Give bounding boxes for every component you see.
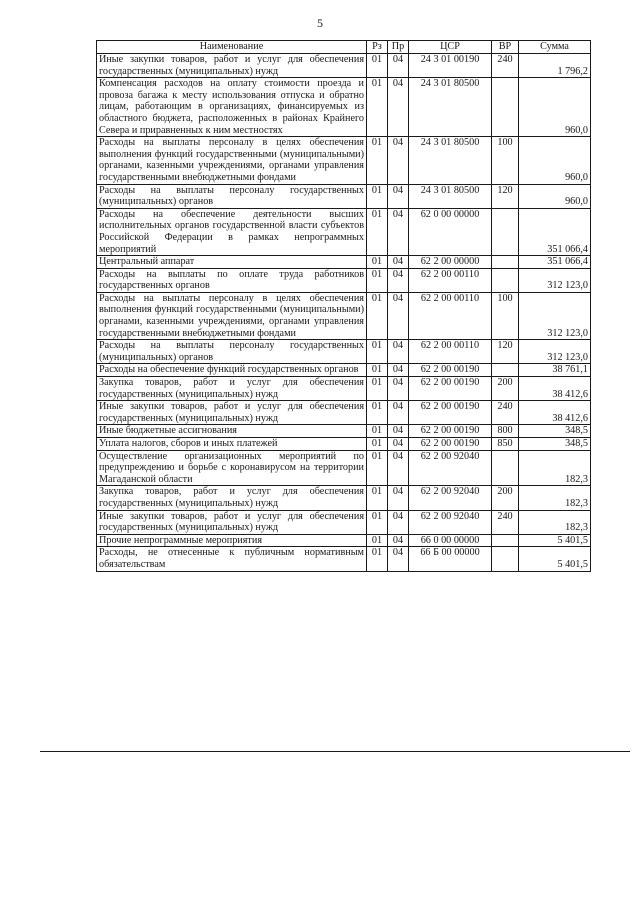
table-row: [97, 438, 591, 451]
row-rz: 01: [367, 208, 388, 255]
row-rz: 01: [367, 184, 388, 208]
header-sum: Сумма: [519, 41, 591, 54]
row-vr: 100: [492, 137, 519, 184]
row-csr: 24 3 01 80500: [409, 184, 492, 208]
row-csr: 62 2 00 00110: [409, 340, 492, 364]
row-vr: [492, 450, 519, 486]
row-vr: 120: [492, 184, 519, 208]
row-name: Уплата налогов, сборов и иных платежей: [97, 438, 367, 451]
row-rz: 01: [367, 547, 388, 571]
row-sum: 38 761,1: [519, 364, 591, 377]
table-row: [97, 292, 591, 339]
row-rz: 01: [367, 364, 388, 377]
row-pr: 04: [388, 78, 409, 137]
row-rz: 01: [367, 137, 388, 184]
row-rz: 01: [367, 256, 388, 269]
row-csr: 62 2 00 00190: [409, 438, 492, 451]
row-csr: 62 2 00 92040: [409, 486, 492, 510]
row-sum: 960,0: [519, 184, 591, 208]
row-name: Расходы на выплаты персоналу в целях обеспечения выполнения функций государственными (муниципальными) органами, казенными учреждениями, органами управления государственными внебюджетными фондами: [97, 137, 367, 184]
row-rz: 01: [367, 534, 388, 547]
row-vr: 100: [492, 292, 519, 339]
row-rz: 01: [367, 268, 388, 292]
row-csr: 62 2 00 00110: [409, 268, 492, 292]
header-csr: ЦСР: [409, 41, 492, 54]
row-vr: [492, 208, 519, 255]
row-csr: 62 2 00 00110: [409, 292, 492, 339]
row-vr: 200: [492, 486, 519, 510]
row-vr: [492, 268, 519, 292]
row-vr: [492, 547, 519, 571]
row-vr: 200: [492, 377, 519, 401]
table-row: [97, 340, 591, 364]
row-pr: 04: [388, 486, 409, 510]
row-name: Расходы, не отнесенные к публичным нормативным обязательствам: [97, 547, 367, 571]
header-vr: ВР: [492, 41, 519, 54]
row-csr: 62 2 00 00190: [409, 401, 492, 425]
row-name: Расходы на выплаты по оплате труда работников государственных органов: [97, 268, 367, 292]
row-name: Иные закупки товаров, работ и услуг для обеспечения государственных (муниципальных) нужд: [97, 510, 367, 534]
row-sum: 5 401,5: [519, 534, 591, 547]
table-body: [97, 54, 591, 572]
row-sum: 348,5: [519, 425, 591, 438]
row-pr: 04: [388, 184, 409, 208]
row-name: Иные закупки товаров, работ и услуг для обеспечения государственных (муниципальных) нужд: [97, 401, 367, 425]
table-row: [97, 534, 591, 547]
table-header-row: [97, 41, 591, 54]
row-vr: 120: [492, 340, 519, 364]
table-row: [97, 137, 591, 184]
row-rz: 01: [367, 510, 388, 534]
table-row: [97, 425, 591, 438]
row-vr: 800: [492, 425, 519, 438]
row-sum: 5 401,5: [519, 547, 591, 571]
table-row: [97, 450, 591, 486]
table-row: [97, 547, 591, 571]
row-pr: 04: [388, 401, 409, 425]
table-row: [97, 401, 591, 425]
table-row: [97, 364, 591, 377]
row-pr: 04: [388, 547, 409, 571]
header-pr: Пр: [388, 41, 409, 54]
row-vr: 240: [492, 401, 519, 425]
row-pr: 04: [388, 256, 409, 269]
row-name: Расходы на выплаты персоналу государственных (муниципальных) органов: [97, 184, 367, 208]
row-sum: 38 412,6: [519, 401, 591, 425]
row-pr: 04: [388, 377, 409, 401]
row-rz: 01: [367, 425, 388, 438]
row-name: Расходы на выплаты персоналу в целях обеспечения выполнения функций государственными (муниципальными) органами, казенными учреждениями, органами управления государственными внебюджетными фондами: [97, 292, 367, 339]
row-pr: 04: [388, 54, 409, 78]
row-pr: 04: [388, 450, 409, 486]
row-sum: 312 123,0: [519, 340, 591, 364]
row-sum: 1 796,2: [519, 54, 591, 78]
row-name: Закупка товаров, работ и услуг для обеспечения государственных (муниципальных) нужд: [97, 486, 367, 510]
header-name: Наименование: [97, 41, 367, 54]
row-pr: 04: [388, 340, 409, 364]
row-rz: 01: [367, 438, 388, 451]
row-rz: 01: [367, 450, 388, 486]
row-vr: 240: [492, 54, 519, 78]
row-name: Расходы на обеспечение деятельности высших исполнительных органов государственной власти субъектов Российской Федерации в рамках непрограммных мероприятий: [97, 208, 367, 255]
row-name: Расходы на выплаты персоналу государственных (муниципальных) органов: [97, 340, 367, 364]
table-row: [97, 208, 591, 255]
table-row: [97, 268, 591, 292]
row-csr: 66 0 00 00000: [409, 534, 492, 547]
table-row: [97, 510, 591, 534]
footer-rule: [40, 751, 630, 752]
row-name: Расходы на обеспечение функций государственных органов: [97, 364, 367, 377]
row-pr: 04: [388, 268, 409, 292]
row-pr: 04: [388, 364, 409, 377]
row-rz: 01: [367, 377, 388, 401]
row-vr: [492, 78, 519, 137]
row-csr: 62 2 00 00000: [409, 256, 492, 269]
row-rz: 01: [367, 340, 388, 364]
row-csr: 62 2 00 92040: [409, 510, 492, 534]
row-sum: 348,5: [519, 438, 591, 451]
row-csr: 62 2 00 00190: [409, 377, 492, 401]
row-pr: 04: [388, 208, 409, 255]
row-rz: 01: [367, 78, 388, 137]
row-name: Осуществление организационных мероприятий по предупреждению и борьбе с коронавирусом на территории Магаданской области: [97, 450, 367, 486]
row-sum: 312 123,0: [519, 292, 591, 339]
row-sum: 351 066,4: [519, 256, 591, 269]
row-rz: 01: [367, 401, 388, 425]
row-csr: 62 2 00 92040: [409, 450, 492, 486]
row-rz: 01: [367, 292, 388, 339]
row-vr: [492, 534, 519, 547]
row-csr: 24 3 01 80500: [409, 78, 492, 137]
table-row: [97, 78, 591, 137]
row-sum: 182,3: [519, 510, 591, 534]
row-vr: [492, 256, 519, 269]
row-sum: 351 066,4: [519, 208, 591, 255]
row-name: Центральный аппарат: [97, 256, 367, 269]
row-sum: 182,3: [519, 486, 591, 510]
row-csr: 62 0 00 00000: [409, 208, 492, 255]
row-sum: 182,3: [519, 450, 591, 486]
row-sum: 960,0: [519, 78, 591, 137]
row-csr: 24 3 01 80500: [409, 137, 492, 184]
row-vr: [492, 364, 519, 377]
row-csr: 66 Б 00 00000: [409, 547, 492, 571]
row-name: Иные закупки товаров, работ и услуг для обеспечения государственных (муниципальных) нужд: [97, 54, 367, 78]
table-row: [97, 486, 591, 510]
row-sum: 960,0: [519, 137, 591, 184]
table-row: [97, 54, 591, 78]
row-sum: 312 123,0: [519, 268, 591, 292]
row-pr: 04: [388, 425, 409, 438]
row-csr: 24 3 01 00190: [409, 54, 492, 78]
row-pr: 04: [388, 292, 409, 339]
row-name: Иные бюджетные ассигнования: [97, 425, 367, 438]
row-vr: 240: [492, 510, 519, 534]
header-rz: Рз: [367, 41, 388, 54]
table-row: [97, 256, 591, 269]
page-number: 5: [317, 16, 323, 30]
row-pr: 04: [388, 510, 409, 534]
row-vr: 850: [492, 438, 519, 451]
budget-table: [96, 40, 591, 572]
row-pr: 04: [388, 534, 409, 547]
row-rz: 01: [367, 54, 388, 78]
row-csr: 62 2 00 00190: [409, 425, 492, 438]
row-name: Закупка товаров, работ и услуг для обеспечения государственных (муниципальных) нужд: [97, 377, 367, 401]
row-rz: 01: [367, 486, 388, 510]
row-pr: 04: [388, 137, 409, 184]
row-name: Компенсация расходов на оплату стоимости проезда и провоза багажа к месту использования отпуска и обратно лицам, работающим в организациях, финансируемых из областного бюджета, расположенных в районах Крайнего Севера и приравненных к ним местностях: [97, 78, 367, 137]
row-csr: 62 2 00 00190: [409, 364, 492, 377]
table-row: [97, 184, 591, 208]
row-name: Прочие непрограммные мероприятия: [97, 534, 367, 547]
row-sum: 38 412,6: [519, 377, 591, 401]
row-pr: 04: [388, 438, 409, 451]
table-row: [97, 377, 591, 401]
